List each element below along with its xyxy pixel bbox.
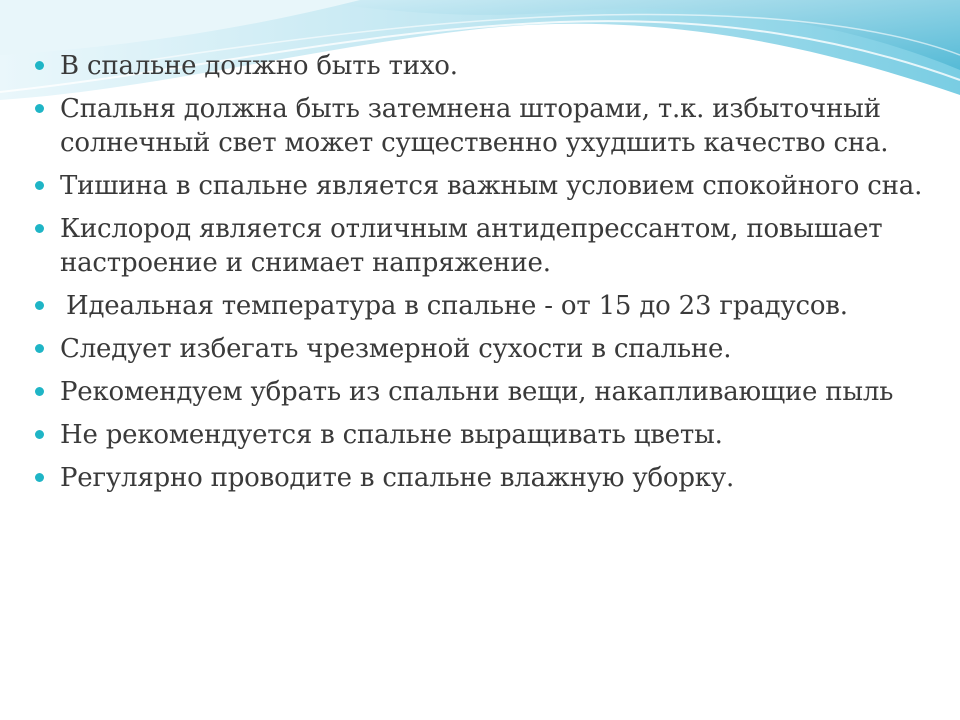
bullet-dot-icon [35, 181, 44, 190]
list-item [35, 169, 935, 203]
bullet-text: Регулярно проводите в спальне влажную уборку. [60, 463, 735, 493]
list-item [35, 49, 935, 83]
bullet-dot-icon [35, 344, 44, 353]
list-item [35, 461, 935, 495]
list-item [35, 375, 935, 409]
bullet-dot-icon [35, 430, 44, 439]
bullet-text: Следует избегать чрезмерной сухости в спальне. [60, 334, 732, 364]
bullet-dot-icon [35, 473, 44, 482]
list-item [35, 92, 935, 160]
list-item [35, 212, 935, 280]
bullet-dot-icon [35, 224, 44, 233]
list-item [35, 289, 935, 323]
bullet-text: Спальня должна быть затемнена шторами, т.к. избыточный солнечный свет может существенно ухудшить качество сна. [60, 94, 889, 158]
bullet-text: В спальне должно быть тихо. [60, 51, 458, 81]
bullet-text: Не рекомендуется в спальне выращивать цветы. [60, 420, 723, 450]
bullet-text: Рекомендуем убрать из спальни вещи, накапливающие пыль [60, 377, 894, 407]
bullet-dot-icon [35, 301, 44, 310]
bullet-text: Тишина в спальне является важным условием спокойного сна. [60, 171, 923, 201]
bullet-text: Кислород является отличным антидепрессантом, повышает настроение и снимает напряжение. [60, 214, 883, 278]
bullet-text: Идеальная температура в спальне - от 15 до 23 градусов. [66, 291, 848, 321]
bullet-list [35, 49, 935, 504]
bullet-dot-icon [35, 387, 44, 396]
bullet-dot-icon [35, 104, 44, 113]
list-item [35, 332, 935, 366]
bullet-dot-icon [35, 61, 44, 70]
list-item [35, 418, 935, 452]
